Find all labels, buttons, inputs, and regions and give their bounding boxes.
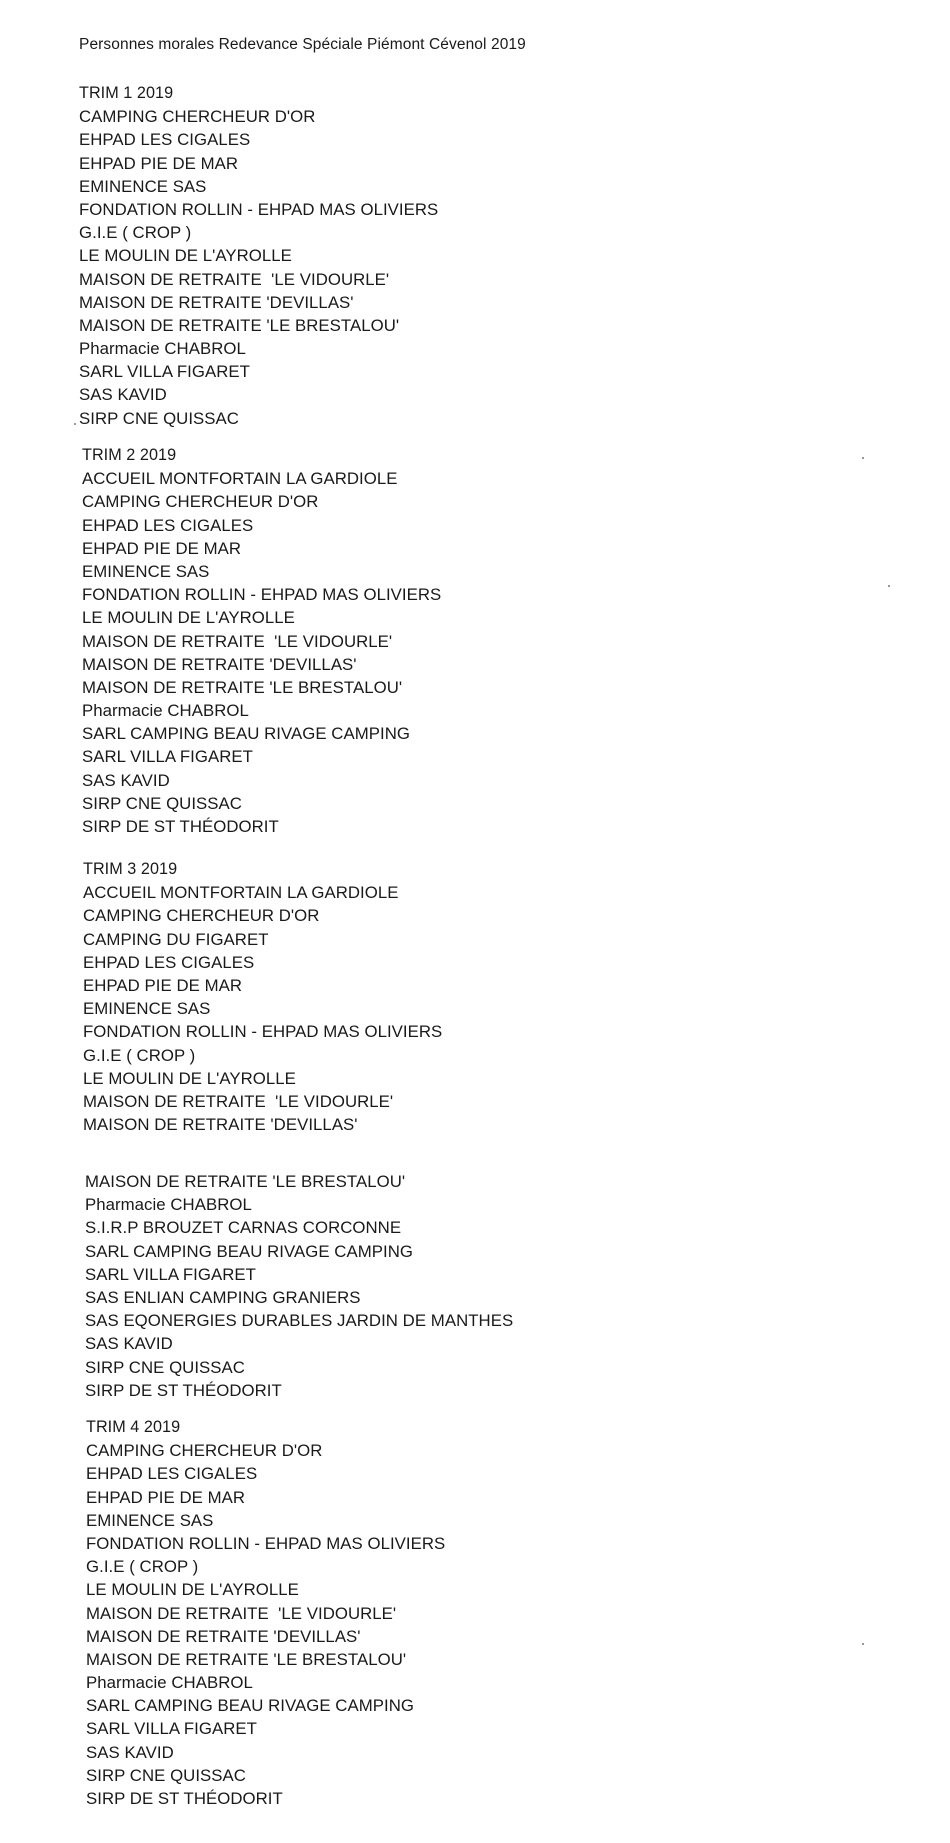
list-item: EHPAD PIE DE MAR	[83, 975, 243, 995]
list-item: SARL VILLA FIGARET	[85, 1264, 256, 1284]
list-item: MAISON DE RETRAITE 'LE VIDOURLE'	[86, 1603, 397, 1623]
list-item: MAISON DE RETRAITE 'LE VIDOURLE'	[83, 1091, 394, 1111]
list-item: EHPAD LES CIGALES	[86, 1464, 258, 1484]
list-item: G.I.E ( CROP )	[79, 223, 192, 243]
section-heading: TRIM 1 2019	[79, 84, 174, 102]
list-item: EMINENCE SAS	[86, 1510, 214, 1530]
list-item: MAISON DE RETRAITE 'LE BRESTALOU'	[86, 1649, 407, 1669]
scan-speck	[862, 1643, 864, 1645]
list-item: SAS KAVID	[79, 385, 167, 405]
list-item: SARL CAMPING BEAU RIVAGE CAMPING	[85, 1241, 413, 1261]
trim-1-section	[79, 82, 438, 430]
list-item: SIRP DE ST THÉODORIT	[86, 1789, 283, 1808]
list-item: FONDATION ROLLIN - EHPAD MAS OLIVIERS	[79, 199, 439, 219]
list-item: LE MOULIN DE L'AYROLLE	[83, 1068, 296, 1088]
list-item: CAMPING CHERCHEUR D'OR	[83, 906, 320, 926]
list-item: FONDATION ROLLIN - EHPAD MAS OLIVIERS	[83, 1022, 443, 1042]
list-item: Pharmacie CHABROL	[86, 1673, 253, 1693]
list-item: MAISON DE RETRAITE 'LE VIDOURLE'	[79, 269, 390, 289]
list-item: SARL VILLA FIGARET	[82, 747, 253, 767]
list-item: SARL CAMPING BEAU RIVAGE CAMPING	[82, 724, 410, 744]
list-item: FONDATION ROLLIN - EHPAD MAS OLIVIERS	[86, 1533, 446, 1553]
list-item: G.I.E ( CROP )	[83, 1045, 196, 1065]
list-item: SARL CAMPING BEAU RIVAGE CAMPING	[86, 1696, 414, 1716]
list-item: MAISON DE RETRAITE 'DEVILLAS'	[79, 292, 354, 312]
list-item: EHPAD PIE DE MAR	[79, 153, 239, 173]
list-item: Pharmacie CHABROL	[85, 1195, 252, 1215]
list-item: MAISON DE RETRAITE 'LE VIDOURLE'	[82, 631, 393, 651]
list-item: CAMPING CHERCHEUR D'OR	[79, 107, 316, 127]
list-item: Pharmacie CHABROL	[82, 701, 249, 721]
list-item: MAISON DE RETRAITE 'LE BRESTALOU'	[85, 1172, 406, 1191]
list-item: MAISON DE RETRAITE 'LE BRESTALOU'	[82, 677, 403, 697]
list-item: SIRP DE ST THÉODORIT	[82, 817, 279, 836]
list-item: SAS ENLIAN CAMPING GRANIERS	[85, 1287, 361, 1307]
list-item: EMINENCE SAS	[79, 176, 207, 196]
list-item: SIRP DE ST THÉODORIT	[85, 1380, 282, 1400]
list-item: SARL VILLA FIGARET	[86, 1719, 257, 1739]
document-title: Personnes morales Redevance Spéciale Piémont Cévenol 2019	[79, 36, 526, 53]
list-item: CAMPING CHERCHEUR D'OR	[86, 1441, 323, 1461]
trim-4-section	[86, 1416, 445, 1810]
list-item: LE MOULIN DE L'AYROLLE	[79, 246, 292, 266]
trim-3-section-continued	[85, 1170, 513, 1402]
scan-speck	[74, 423, 76, 425]
section-heading: TRIM 3 2019	[83, 860, 178, 878]
list-item: SARL VILLA FIGARET	[79, 362, 250, 382]
scan-speck	[862, 457, 864, 459]
list-item: SAS KAVID	[86, 1742, 174, 1762]
list-item: ACCUEIL MONTFORTAIN LA GARDIOLE	[83, 883, 399, 903]
section-heading: TRIM 2 2019	[82, 446, 177, 464]
list-item: EHPAD PIE DE MAR	[82, 538, 242, 558]
list-item: EHPAD LES CIGALES	[82, 515, 254, 535]
trim-2-section	[82, 444, 441, 838]
list-item: G.I.E ( CROP )	[86, 1557, 199, 1577]
list-item: MAISON DE RETRAITE 'DEVILLAS'	[83, 1115, 358, 1135]
list-item: MAISON DE RETRAITE 'DEVILLAS'	[82, 654, 357, 674]
section-heading: TRIM 4 2019	[86, 1418, 181, 1436]
list-item: FONDATION ROLLIN - EHPAD MAS OLIVIERS	[82, 585, 442, 605]
list-item: MAISON DE RETRAITE 'LE BRESTALOU'	[79, 315, 400, 335]
list-item: SIRP CNE QUISSAC	[85, 1357, 245, 1377]
list-item: ACCUEIL MONTFORTAIN LA GARDIOLE	[82, 469, 398, 489]
list-item: CAMPING CHERCHEUR D'OR	[82, 492, 319, 512]
list-item: Pharmacie CHABROL	[79, 339, 246, 359]
trim-3-section	[83, 858, 442, 1136]
list-item: SAS EQONERGIES DURABLES JARDIN DE MANTHES	[85, 1311, 514, 1331]
list-item: EHPAD LES CIGALES	[83, 952, 255, 972]
list-item: SAS KAVID	[82, 770, 170, 790]
list-item: EHPAD PIE DE MAR	[86, 1487, 246, 1507]
scan-speck	[888, 585, 890, 587]
list-item: SAS KAVID	[85, 1334, 173, 1354]
list-item: EMINENCE SAS	[83, 999, 211, 1019]
list-item: EMINENCE SAS	[82, 561, 210, 581]
list-item: S.I.R.P BROUZET CARNAS CORCONNE	[85, 1218, 402, 1238]
list-item: MAISON DE RETRAITE 'DEVILLAS'	[86, 1626, 361, 1646]
list-item: LE MOULIN DE L'AYROLLE	[86, 1580, 299, 1600]
list-item: LE MOULIN DE L'AYROLLE	[82, 608, 295, 628]
list-item: EHPAD LES CIGALES	[79, 130, 251, 150]
list-item: CAMPING DU FIGARET	[83, 929, 269, 949]
list-item: SIRP CNE QUISSAC	[82, 793, 242, 813]
list-item: SIRP CNE QUISSAC	[79, 408, 239, 428]
list-item: SIRP CNE QUISSAC	[86, 1765, 246, 1785]
